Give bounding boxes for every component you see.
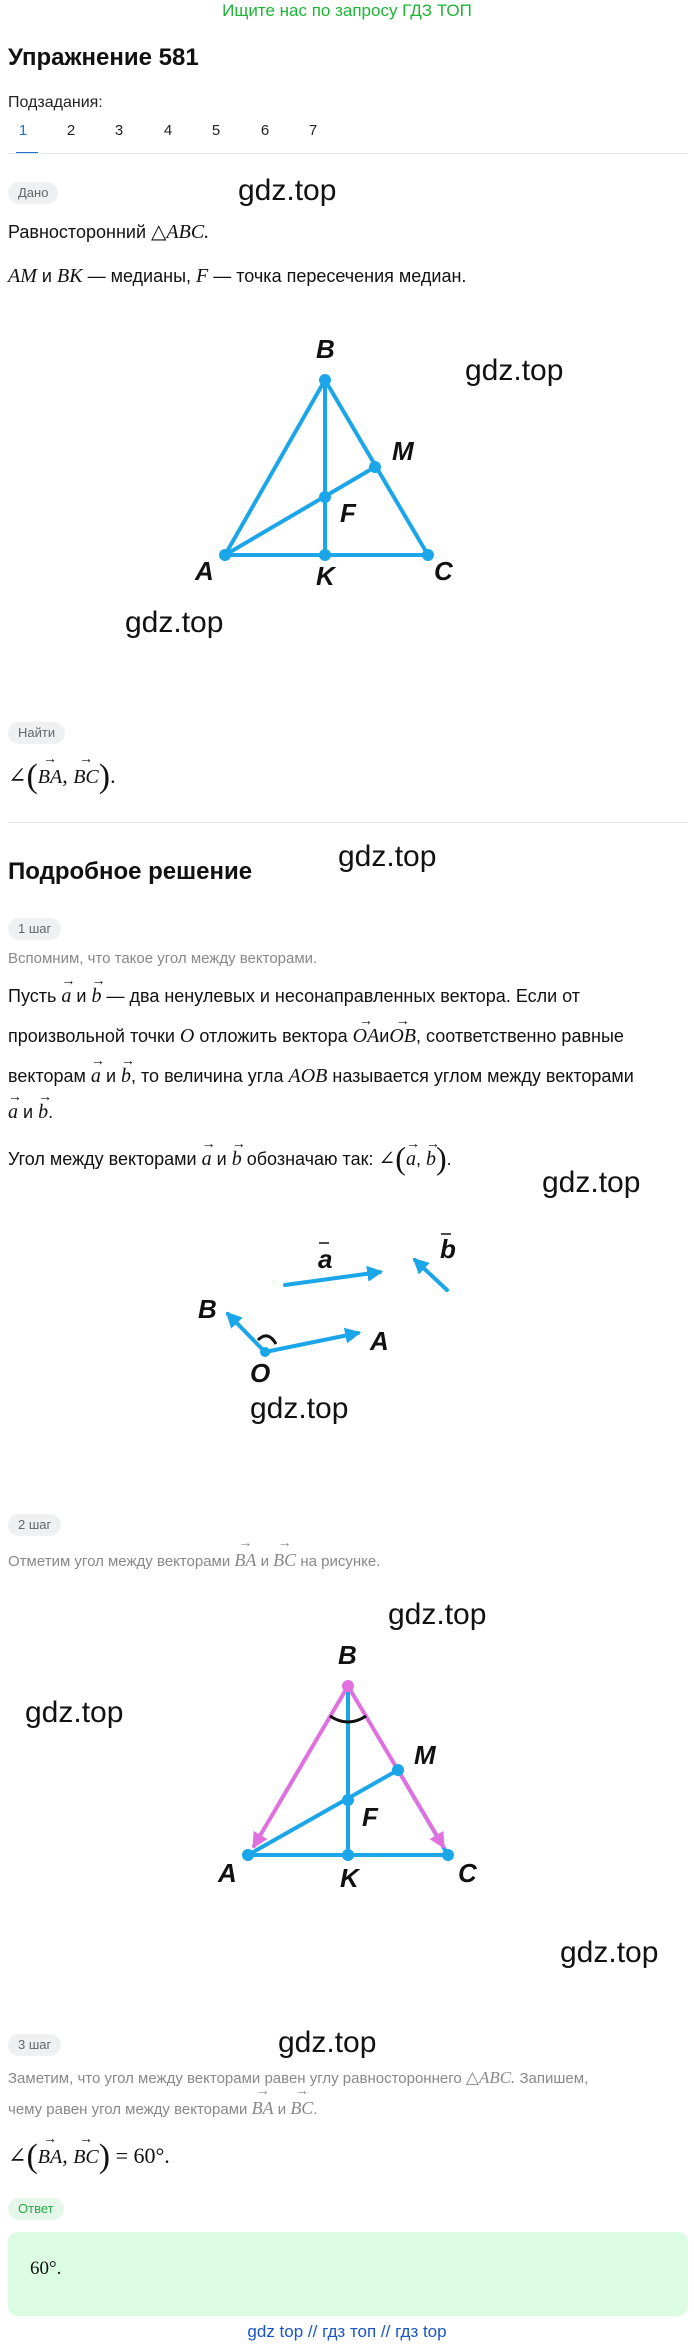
triangle-figure-2: [200, 1630, 500, 1900]
step-1-line-2: [8, 1024, 624, 1048]
label-m: M: [392, 436, 414, 466]
point-a: [219, 549, 231, 561]
point-a: [242, 1849, 254, 1861]
label-m: M: [414, 1740, 436, 1770]
text-pust: Пусть: [8, 986, 57, 1006]
vector-a: a →: [91, 1064, 101, 1088]
solution-title: Подробное решение: [8, 858, 253, 885]
tab-3[interactable]: 3: [114, 122, 124, 139]
watermark: gdz.top: [542, 1166, 641, 1199]
label-b: B: [198, 1294, 217, 1324]
paren-close: ): [98, 758, 111, 795]
point-b: [342, 1680, 354, 1692]
given-text: Равносторонний: [8, 222, 146, 242]
median-bk: BK: [56, 265, 83, 287]
tab-1[interactable]: 1: [18, 122, 28, 139]
and-word: и: [76, 986, 87, 1006]
definition-text: — два ненулевых и несонаправленных вектора. Если от: [106, 986, 581, 1006]
watermark: gdz.top: [125, 606, 224, 639]
step-1-badge: 1 шаг: [8, 918, 61, 940]
side-ba: [225, 380, 325, 555]
answer-badge: Ответ: [8, 2198, 64, 2220]
point-b: [319, 374, 331, 386]
angle-symbol: ∠: [8, 763, 27, 788]
vector-ba: BA →: [38, 766, 62, 789]
step-2-tail: на рисунке.: [300, 1553, 381, 1570]
label-f: F: [362, 1802, 378, 1832]
period: .: [48, 1102, 54, 1122]
find-period: .: [110, 763, 116, 788]
find-expression: ∠(BA →, BC →).: [8, 758, 116, 796]
vector-a: a →: [61, 984, 71, 1008]
label-b: B: [316, 334, 335, 364]
label-b: B: [338, 1640, 357, 1670]
watermark: gdz.top: [278, 2026, 377, 2059]
label-k: K: [340, 1863, 359, 1893]
and-word: и: [216, 1149, 227, 1169]
given-line-1: [8, 220, 209, 244]
step-3-text: Запишем,: [519, 2070, 589, 2087]
watermark: gdz.top: [25, 1696, 124, 1729]
tab-4[interactable]: 4: [163, 122, 173, 139]
definition-text: произвольной точки: [8, 1026, 175, 1046]
notation-text: Угол между векторами: [8, 1149, 197, 1169]
label-o: O: [250, 1358, 271, 1388]
vector-ob-arrow: [228, 1314, 265, 1352]
section-divider: [8, 822, 688, 823]
vector-bc: BC →: [73, 2146, 99, 2169]
vector-a-arrow: [285, 1272, 380, 1285]
and-word: и: [277, 2101, 287, 2118]
point-f: [342, 1794, 354, 1806]
vector-oa-arrow: [265, 1333, 358, 1352]
vectors-figure: [190, 1230, 480, 1400]
given-badge: Дано: [8, 182, 58, 204]
label-c: C: [434, 556, 453, 586]
angle-arc: [258, 1336, 276, 1344]
step-1-intro: Вспомним, что такое угол между векторами.: [8, 950, 318, 967]
subtasks-label: Подзадания:: [8, 94, 103, 111]
label-a: A: [195, 556, 214, 586]
footer-links[interactable]: gdz top // гдз топ // гдз top: [247, 2322, 447, 2341]
step-3-badge: 3 шаг: [8, 2034, 61, 2056]
step-2-label: Отметим угол между векторами: [8, 1553, 231, 1570]
label-a: A: [218, 1858, 237, 1888]
page-title: Упражнение 581: [8, 44, 199, 71]
medians-text: — медианы,: [87, 266, 192, 286]
step-1-line-3: [8, 1064, 634, 1088]
point-k: [319, 549, 331, 561]
result-expression: ∠(BA →, BC →) = 60°.: [8, 2138, 170, 2176]
vector-bc: BC →: [290, 2098, 313, 2119]
paren-close: ): [435, 1140, 447, 1176]
definition-text: , то величина угла: [131, 1066, 284, 1086]
point-k: [342, 1849, 354, 1861]
vector-b: b →: [121, 1064, 131, 1088]
definition-text: отложить вектора: [199, 1026, 348, 1046]
answer-box: [8, 2232, 688, 2316]
vector-a: a →: [406, 1147, 416, 1171]
tab-2[interactable]: 2: [66, 122, 76, 139]
step-1-line-4: [8, 1100, 53, 1124]
point-c: [422, 549, 434, 561]
vector-b: b →: [91, 984, 101, 1008]
step-2-badge: 2 шаг: [8, 1514, 61, 1536]
vector-ba: BA →: [252, 2098, 274, 2119]
angle-aob: AOB: [288, 1065, 328, 1087]
paren-close: ): [98, 2138, 111, 2175]
result-value: = 60°.: [115, 2143, 170, 2168]
given-line-2: [8, 264, 466, 288]
watermark: gdz.top: [465, 354, 564, 387]
vector-b: b →: [232, 1147, 242, 1171]
tab-7[interactable]: 7: [308, 122, 318, 139]
vector-bc: BC →: [273, 1550, 296, 1571]
paren-open: (: [26, 758, 38, 795]
promo-banner[interactable]: Ищите нас по запросу ГДЗ ТОП: [222, 1, 472, 20]
paren-open: (: [395, 1140, 406, 1176]
vector-ba: BA →: [234, 1550, 256, 1571]
vector-ob: OB →: [389, 1024, 416, 1048]
watermark: gdz.top: [388, 1598, 487, 1631]
triangle-figure-1: [180, 330, 480, 600]
step-3-text: чему равен угол между векторами: [8, 2101, 248, 2118]
vector-ba-arrow: [254, 1686, 348, 1846]
label-b-vec: b: [440, 1234, 456, 1264]
step-1-line-5: Угол между векторами a → и b → обозначаю так: ∠(a →, b →).: [8, 1146, 452, 1171]
point-o: O: [179, 1025, 195, 1047]
label-f: F: [340, 498, 356, 528]
intersection-text: — точка пересечения медиан.: [213, 266, 467, 286]
answer-value: 60°.: [30, 2258, 62, 2279]
vector-b-arrow: [415, 1260, 447, 1290]
watermark: gdz.top: [238, 174, 337, 207]
period: .: [446, 1149, 452, 1169]
period: .: [313, 2101, 318, 2118]
tab-5[interactable]: 5: [211, 122, 221, 139]
vector-a: a →: [202, 1147, 212, 1171]
and-word: и: [379, 1026, 390, 1046]
vector-oa: OA →: [353, 1024, 380, 1048]
find-badge: Найти: [8, 722, 65, 744]
point-m: [392, 1764, 404, 1776]
and-word: и: [260, 1553, 269, 1570]
definition-text: векторам: [8, 1066, 86, 1086]
notation-text: обозначаю так:: [246, 1149, 374, 1169]
watermark: gdz.top: [250, 1392, 349, 1425]
and-word: и: [41, 266, 52, 286]
point-f: [319, 491, 331, 503]
point-c: [442, 1849, 454, 1861]
vector-bc: BC →: [73, 766, 99, 789]
point-o: [260, 1347, 270, 1357]
median-am: AM: [8, 265, 37, 287]
step-3-line-2: [8, 2098, 318, 2119]
paren-open: (: [26, 2138, 38, 2175]
definition-text: , соответственно равные: [416, 1026, 624, 1046]
triangle-abc: △ABC.: [151, 221, 210, 243]
label-k: K: [316, 561, 335, 591]
vector-b: b →: [38, 1100, 48, 1124]
point-f: F: [196, 265, 209, 287]
and-word: и: [23, 1102, 34, 1122]
step-2-text: [8, 1550, 380, 1571]
and-word: и: [105, 1066, 116, 1086]
vector-a: a →: [8, 1100, 18, 1124]
label-c: C: [458, 1858, 477, 1888]
step-1-line-1: [8, 984, 580, 1008]
label-a: A: [370, 1326, 389, 1356]
tabs-divider: [8, 153, 688, 154]
watermark: gdz.top: [338, 840, 437, 873]
label-a-vec: a: [318, 1244, 333, 1274]
angle-symbol: ∠: [378, 1148, 396, 1170]
triangle-abc: △ABC.: [465, 2068, 516, 2087]
tab-6[interactable]: 6: [260, 122, 270, 139]
angle-symbol: ∠: [8, 2143, 27, 2168]
step-3-text: Заметим, что угол между векторами равен углу равностороннего: [8, 2070, 462, 2087]
definition-text: называется углом между векторами: [332, 1066, 634, 1086]
point-m: [369, 461, 381, 473]
watermark: gdz.top: [560, 1936, 659, 1969]
vector-b: b →: [426, 1147, 436, 1171]
vector-ba: BA →: [38, 2146, 62, 2169]
